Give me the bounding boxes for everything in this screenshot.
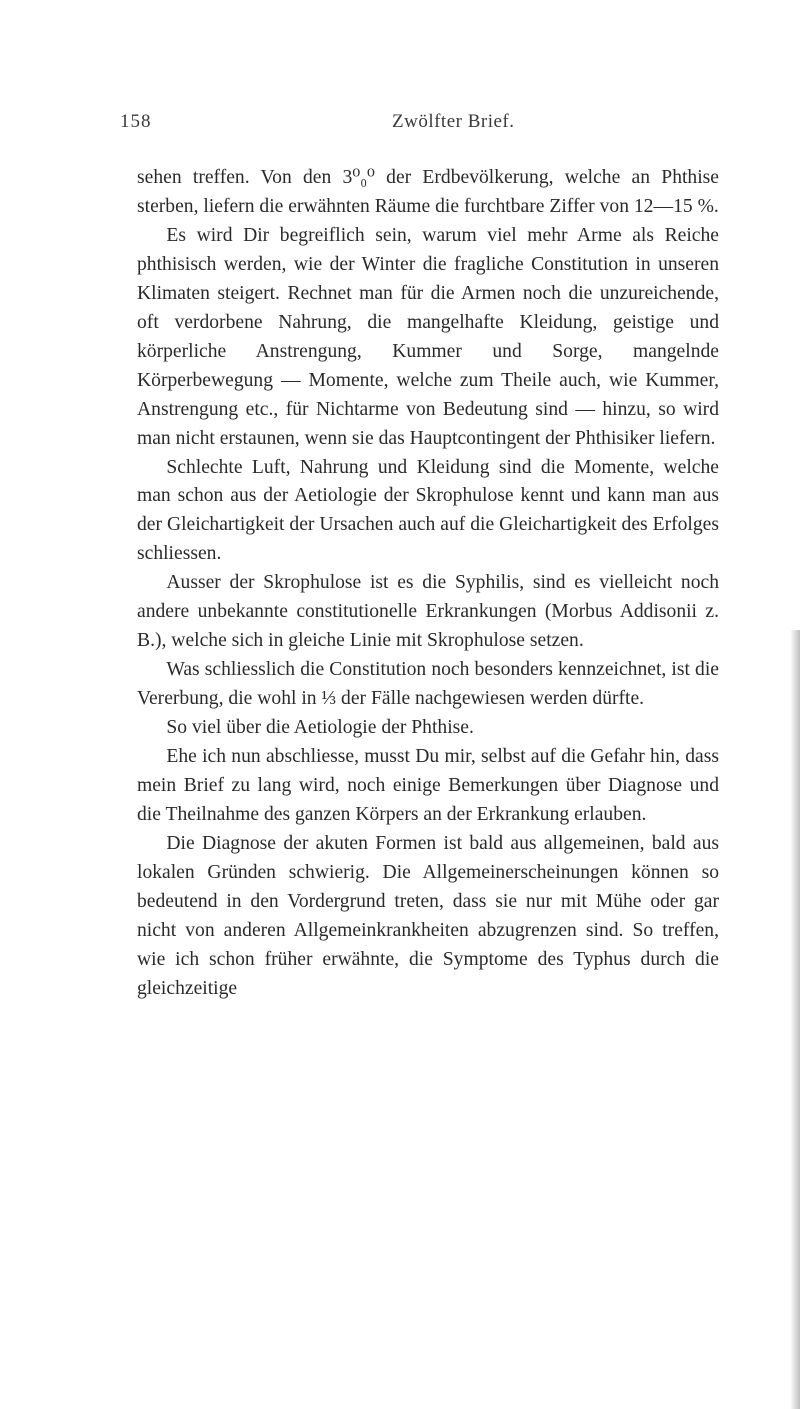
page-number: 158 (120, 111, 152, 132)
paragraph: Was schliesslich die Constitution noch besonders kennzeichnet, ist die Vererbung, die wohl in ⅓ der Fälle nachgewiesen werden dürfte. (137, 659, 719, 710)
page-edge-shadow (790, 630, 800, 1409)
paragraph: sehen treffen. Von den 3⁰₀⁰ der Erdbevölkerung, welche an Phthise sterben, liefern die erwähnten Räume die furchtbare Ziffer von 12—15 %. (137, 167, 719, 217)
paragraph: Schlechte Luft, Nahrung und Kleidung sind die Momente, welche man schon aus der Aetiologie der Skrophulose kennt und kann man aus der Gleichartigkeit der Ursachen auch auf die Gleichartigkeit des Erfolges schliessen. (137, 456, 719, 565)
body-text (137, 164, 719, 1004)
paragraph: So viel über die Aetiologie der Phthise. (166, 717, 474, 739)
paragraph: Die Diagnose der akuten Formen ist bald aus allgemeinen, bald aus lokalen Gründen schwierig. Die Allgemeinerscheinungen können so bedeutend in den Vordergrund treten, dass sie nur mit Mühe oder gar nicht von anderen Allgemeinkrankheiten abzugrenzen sind. So treffen, wie ich schon früher erwähnte, die Symptome des Typhus durch die gleichzeitige (137, 832, 719, 999)
paragraph: Es wird Dir begreiflich sein, warum viel mehr Arme als Reiche phthisisch werden, wie der Winter die fragliche Constitution in unseren Klimaten steigert. Rechnet man für die Armen noch die unzureichende, oft verdorbene Nahrung, die mangelhafte Kleidung, geistige und körperliche Anstrengung, Kummer und Sorge, mangelnde Körperbewegung — Momente, welche zum Theile auch, wie Kummer, Anstrengung etc., für Nichtarme von Bedeutung sind — hinzu, so wird man nicht erstaunen, wenn sie das Hauptcontingent der Phthisiker liefern. (137, 224, 719, 449)
paragraph: Ehe ich nun abschliesse, musst Du mir, selbst auf die Gefahr hin, dass mein Brief zu lang wird, noch einige Bemerkungen über Diagnose und die Theilnahme des ganzen Körpers an der Erkrankung erlauben. (137, 746, 719, 825)
running-title: Zwölfter Brief. (392, 111, 515, 132)
running-head (120, 111, 730, 137)
paragraph: Ausser der Skrophulose ist es die Syphilis, sind es vielleicht noch andere unbekannte constitutionelle Erkrankungen (Morbus Addisonii z. B.), welche sich in gleiche Linie mit Skrophulose setzen. (137, 572, 719, 652)
